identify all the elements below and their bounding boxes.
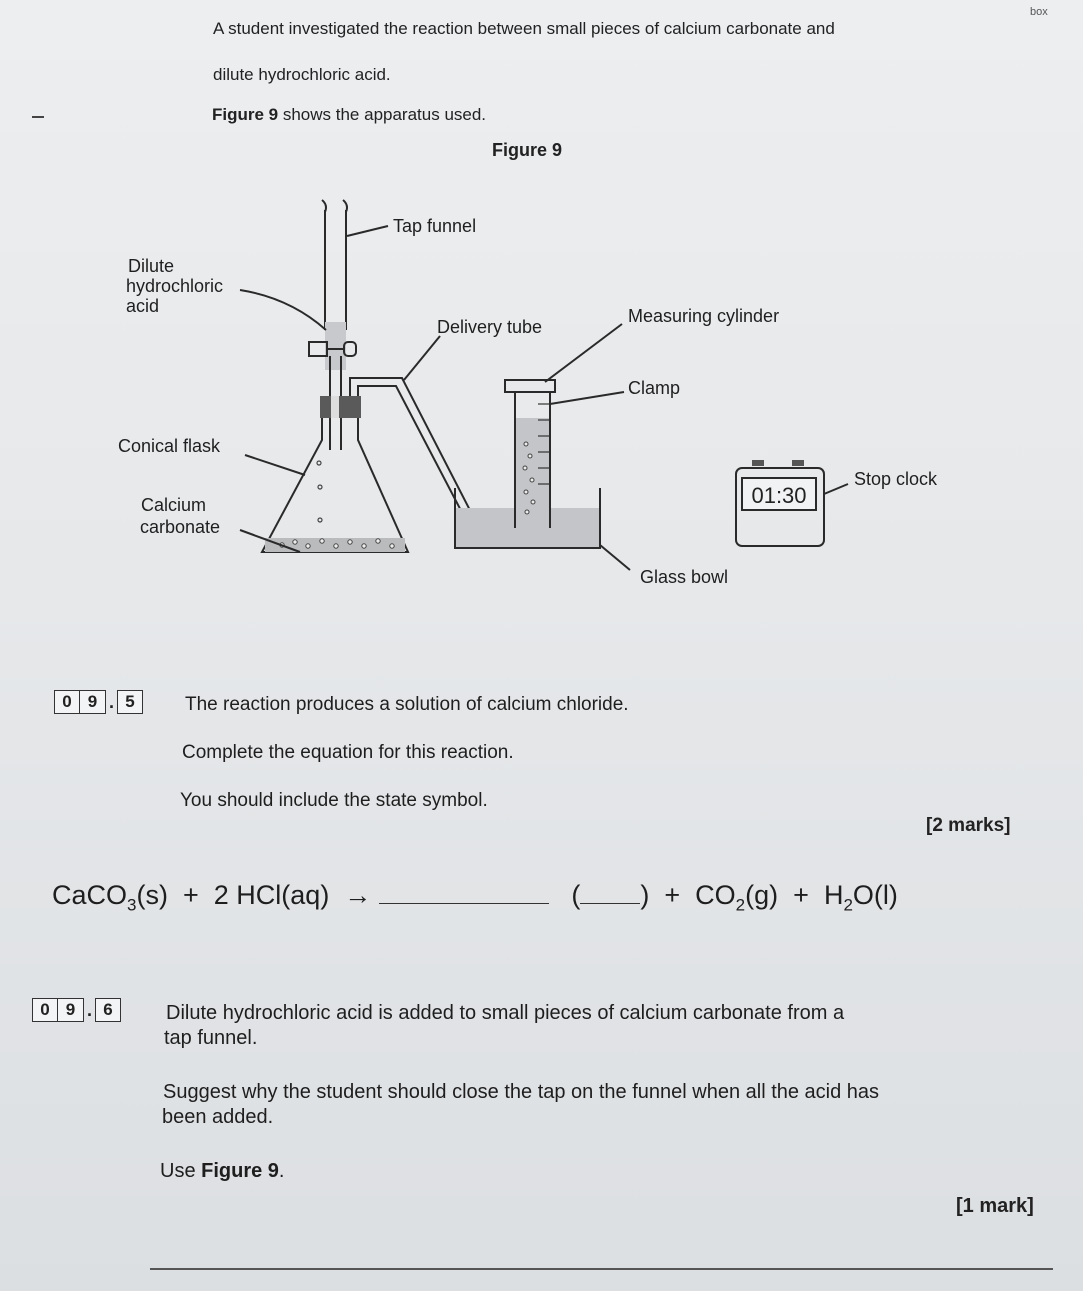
- flask-stopper: [320, 396, 361, 418]
- figure-title: Figure 9: [492, 140, 563, 160]
- q95-state-symbol-note: You should include the state symbol.: [180, 790, 488, 811]
- q96-line-2: tap funnel.: [164, 1027, 258, 1049]
- cylinder-base: [505, 380, 555, 392]
- question-number-09-6: 0 9 . 6: [32, 998, 121, 1022]
- q96-use-figure: Use Figure 9.: [160, 1160, 285, 1182]
- tap-funnel-stem: [325, 210, 346, 330]
- delivery-tube-outer: [350, 378, 525, 528]
- answer-line[interactable]: [150, 1268, 1053, 1270]
- apparatus-diagram: [0, 0, 1083, 620]
- q96-line-3: Suggest why the student should close the tap on the funnel when all the acid has: [163, 1081, 880, 1103]
- label-acid-3: acid: [126, 296, 160, 316]
- label-acid-2: hydrochloric: [126, 276, 224, 296]
- cylinder-water: [516, 418, 549, 526]
- q96-marks: [1 mark]: [956, 1195, 1034, 1217]
- tap-left: [309, 342, 327, 356]
- label-calcium-2: carbonate: [140, 517, 221, 537]
- q96-line-4: been added.: [162, 1106, 274, 1128]
- conical-flask: [262, 418, 408, 552]
- label-measuring-cylinder: Measuring cylinder: [628, 306, 780, 326]
- tap-funnel-top: [322, 200, 347, 212]
- acid-in-funnel: [325, 322, 346, 370]
- q95-marks: [2 marks]: [926, 815, 1011, 836]
- label-tap-funnel: Tap funnel: [393, 216, 477, 236]
- state-symbol-blank[interactable]: [580, 903, 640, 904]
- label-clamp: Clamp: [628, 378, 681, 398]
- question-number-09-5: 0 9 . 5: [54, 690, 143, 714]
- q95-text: The reaction produces a solution of calcium chloride.: [185, 694, 629, 715]
- label-delivery-tube: Delivery tube: [437, 317, 543, 337]
- label-conical-flask: Conical flask: [118, 436, 221, 456]
- figure-reference: Figure 9 shows the apparatus used.: [212, 105, 487, 124]
- label-stop-clock: Stop clock: [854, 469, 938, 489]
- box-label: box: [1030, 6, 1048, 18]
- intro-line-1: A student investigated the reaction between small pieces of calcium carbonate and: [213, 19, 835, 38]
- label-calcium-1: Calcium: [141, 495, 207, 515]
- label-acid-1: Dilute: [128, 256, 175, 276]
- q95-instruction: Complete the equation for this reaction.: [182, 742, 514, 763]
- stop-clock-time: 01:30: [751, 483, 807, 508]
- label-glass-bowl: Glass bowl: [640, 567, 729, 587]
- intro-line-2: dilute hydrochloric acid.: [213, 65, 391, 84]
- q96-line-1: Dilute hydrochloric acid is added to small pieces of calcium carbonate from a: [166, 1002, 845, 1024]
- product-blank[interactable]: [379, 903, 549, 904]
- chemical-equation: CaCO$_3$(s) + 2 HCl(aq) → ( ) + $CO_2(g) + H_2O(l)$: [52, 880, 898, 915]
